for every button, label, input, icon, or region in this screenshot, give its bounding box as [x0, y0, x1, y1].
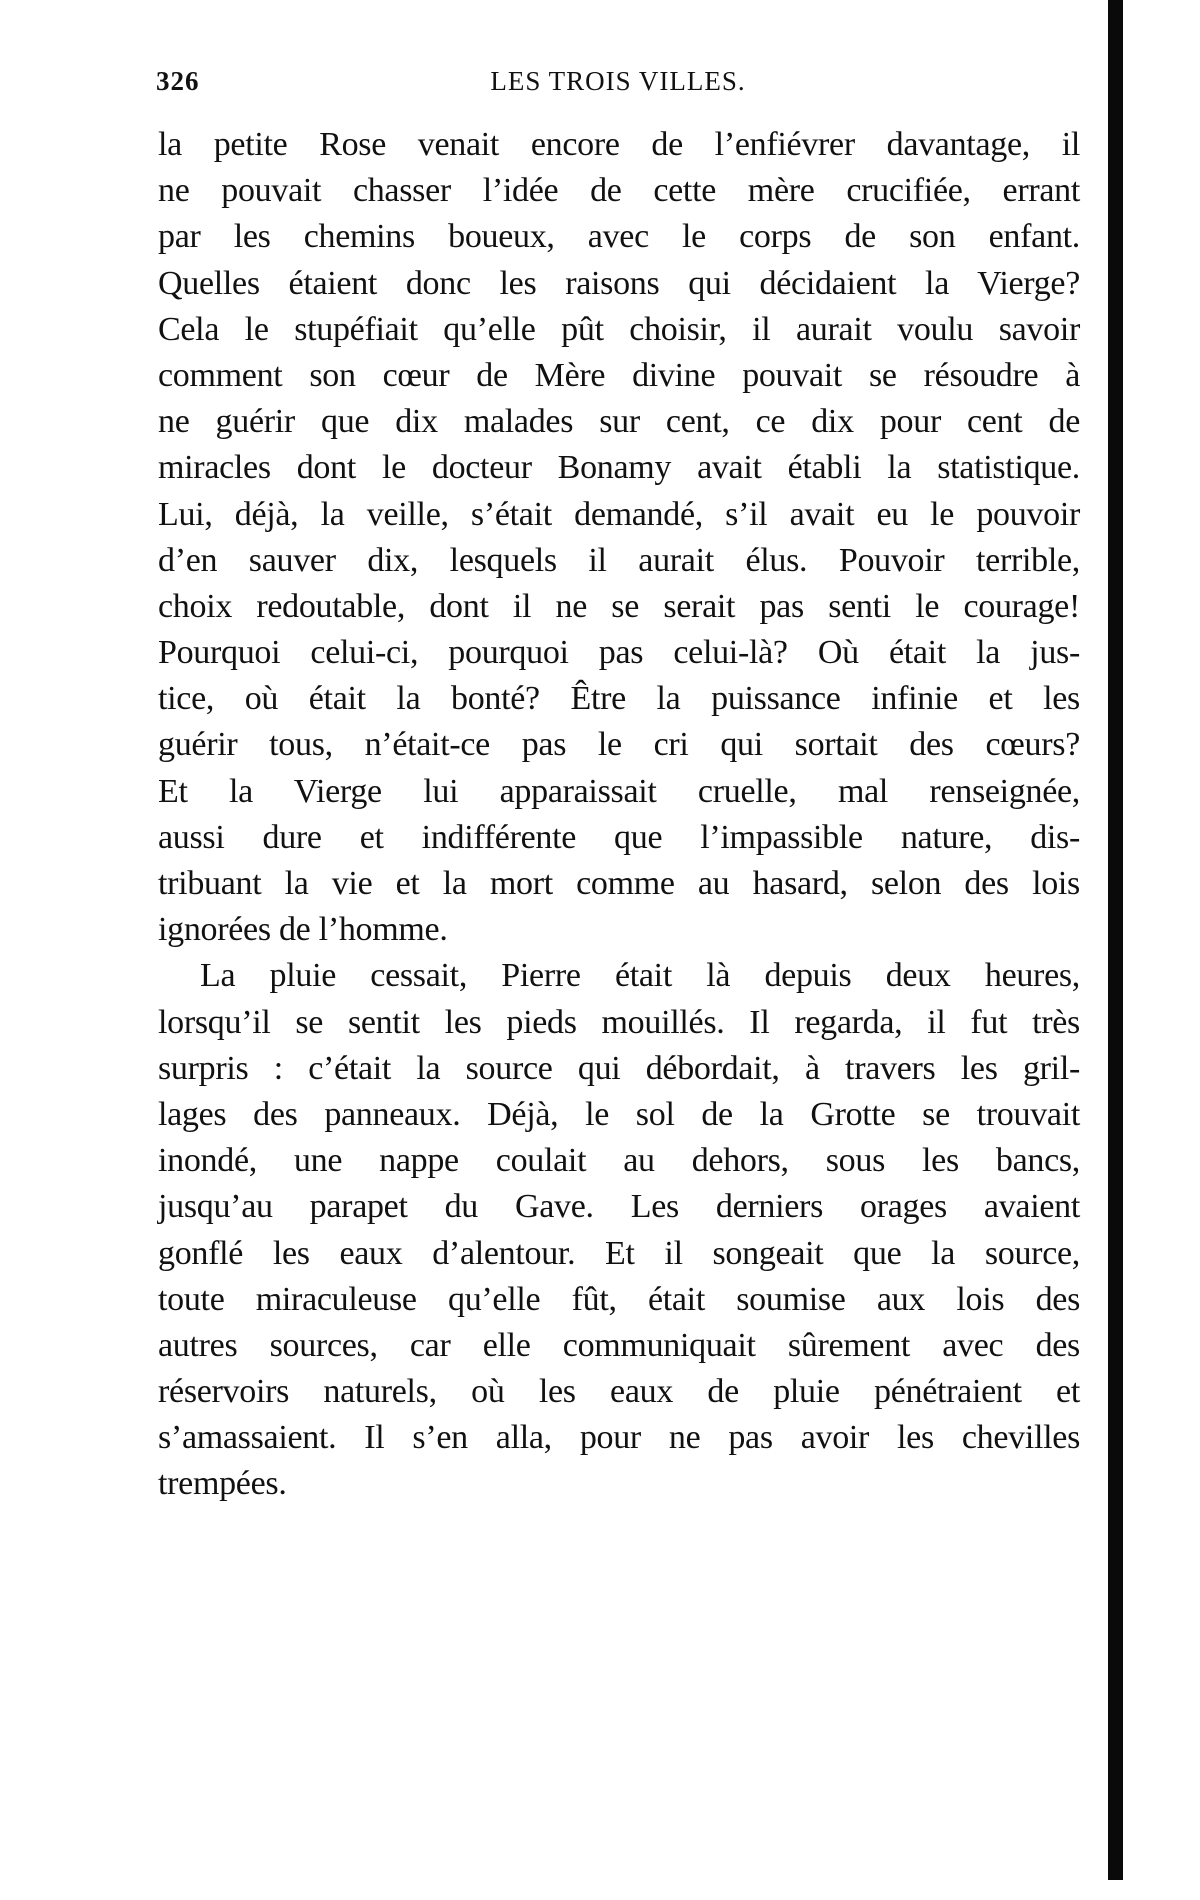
text-line: ne pouvait chasser l’idée de cette mère crucifiée, errant — [158, 172, 1080, 210]
text-line: autres sources, car elle communiquait sûrement avec des — [158, 1326, 1080, 1364]
text-line: comment son cœur de Mère divine pouvait se résoudre à — [158, 356, 1080, 394]
text-line: Et la Vierge lui apparaissait cruelle, mal renseignée, — [158, 772, 1080, 810]
running-header — [156, 66, 1080, 102]
text-line: miracles dont le docteur Bonamy avait établi la statistique. — [158, 449, 1080, 487]
text-line: par les chemins boueux, avec le corps de son enfant. — [158, 218, 1080, 256]
text-line: ignorées de l’homme. — [158, 911, 448, 949]
text-line: d’en sauver dix, lesquels il aurait élus. Pouvoir terrible, — [158, 541, 1080, 579]
running-title: LES TROIS VILLES. — [490, 66, 746, 96]
text-line: Lui, déjà, la veille, s’était demandé, s’il avait eu le pouvoir — [158, 495, 1080, 533]
text-line: inondé, une nappe coulait au dehors, sous les bancs, — [158, 1142, 1080, 1180]
text-line: s’amassaient. Il s’en alla, pour ne pas avoir les chevilles — [158, 1419, 1080, 1457]
text-line: jusqu’au parapet du Gave. Les derniers orages avaient — [158, 1188, 1080, 1226]
text-line: la petite Rose venait encore de l’enfiévrer davantage, il — [158, 126, 1080, 163]
paragraph — [158, 953, 1080, 1507]
text-line: La pluie cessait, Pierre était là depuis deux heures, — [200, 957, 1080, 995]
text-line: ne guérir que dix malades sur cent, ce dix pour cent de — [158, 403, 1080, 441]
text-line: choix redoutable, dont il ne se serait pas senti le courage! — [158, 587, 1080, 625]
page-number: 326 — [156, 66, 200, 96]
text-line: lorsqu’il se sentit les pieds mouillés. Il regarda, il fut très — [158, 1003, 1080, 1041]
text-line: Quelles étaient donc les raisons qui décidaient la Vierge? — [158, 264, 1080, 302]
text-line: tribuant la vie et la mort comme au hasard, selon des lois — [158, 865, 1080, 902]
text-line: Cela le stupéfiait qu’elle pût choisir, il aurait voulu savoir — [158, 310, 1080, 348]
text-line: tice, où était la bonté? Être la puissance infinie et les — [158, 680, 1080, 718]
paragraph — [158, 122, 1080, 953]
scan-edge-bar — [1108, 0, 1123, 1880]
text-line: aussi dure et indifférente que l’impassible nature, dis- — [158, 818, 1080, 856]
text-line: lages des panneaux. Déjà, le sol de la Grotte se trouvait — [158, 1095, 1080, 1133]
text-line: Pourquoi celui-ci, pourquoi pas celui-là? Où était la jus- — [158, 634, 1080, 672]
text-line: gonflé les eaux d’alentour. Et il songeait que la source, — [158, 1234, 1080, 1272]
text-line: guérir tous, n’était-ce pas le cri qui sortait des cœurs? — [158, 726, 1080, 764]
text-line: toute miraculeuse qu’elle fût, était soumise aux lois des — [158, 1280, 1080, 1318]
text-line: réservoirs naturels, où les eaux de pluie pénétraient et — [158, 1373, 1080, 1411]
text-line: surpris : c’était la source qui débordait, à travers les gril- — [158, 1049, 1080, 1087]
text-line: trempées. — [158, 1465, 287, 1503]
page-body — [158, 122, 1080, 1508]
